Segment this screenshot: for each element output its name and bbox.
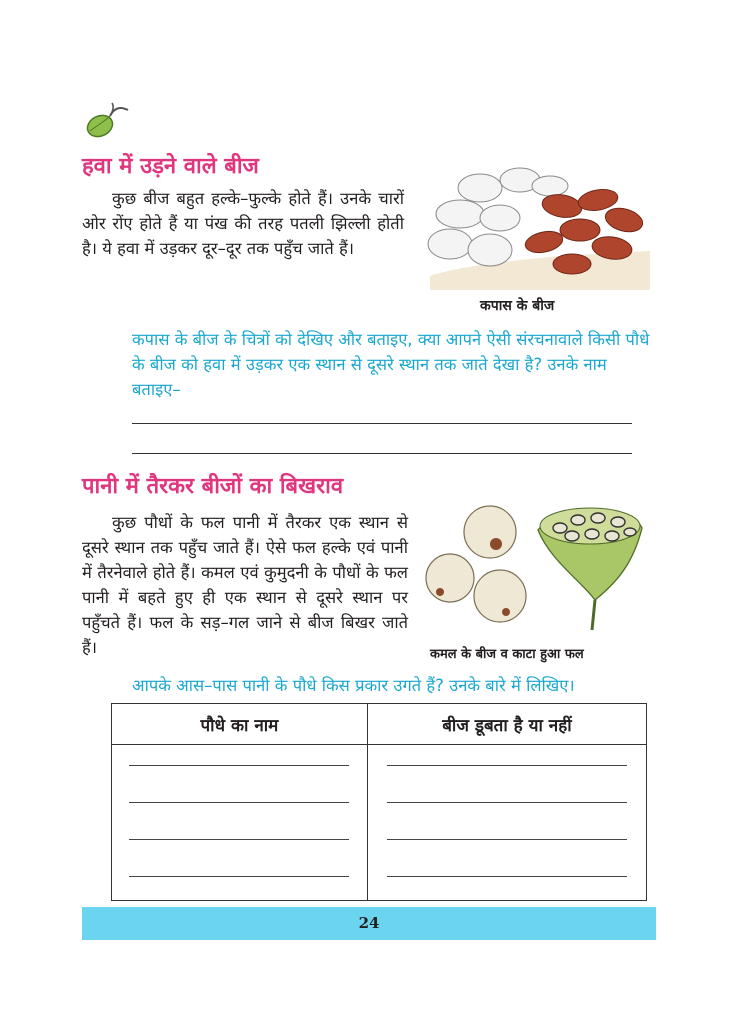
- blank-line: [387, 876, 627, 877]
- cotton-seeds-caption: कपास के बीज: [480, 298, 555, 314]
- blank-line: [129, 876, 349, 877]
- answer-table: [111, 703, 647, 901]
- section1-question: कपास के बीज के चित्रों को देखिए और बताइए, क्या आपने ऐसी संरचनावाले किसी पौधे के बीज को हवा में उड़कर एक स्थान से दूसरे स्थान तक जाते देखा है? उनके नाम बताइए–: [132, 330, 650, 399]
- page-number: 24: [358, 914, 380, 932]
- footer-bar: [82, 907, 656, 940]
- table-header-seed-sinks: बीज डूबता है या नहीं: [367, 704, 646, 745]
- answer-line-1: [132, 423, 632, 424]
- lotus-seeds-image: [420, 500, 652, 632]
- table-cell-seed-sinks[interactable]: [367, 745, 646, 901]
- cotton-seeds-image: [420, 166, 652, 290]
- section1-heading: हवा में उड़ने वाले बीज: [82, 154, 259, 179]
- section1-paragraph: कुछ बीज बहुत हल्के–फुल्के होते हैं। उनके चारों ओर रोंए होते हैं या पंख की तरह पतली झिल्ली होती है। ये हवा में उड़कर दूर–दूर तक पहुँच जाते हैं।: [82, 189, 404, 258]
- table-cell-plant-names[interactable]: [112, 745, 368, 901]
- table-header-plant-name: पौधे का नाम: [112, 704, 368, 745]
- leaf-icon: [84, 100, 132, 142]
- section2-paragraph: कुछ पौधों के फल पानी में तैरकर एक स्थान से दूसरे स्थान तक पहुँच जाते हैं। ऐसे फल हल्के एवं पानी में तैरनेवाले होते हैं। कमल एवं कुमुदनी के पौधों के फल पानी में बहते हुए ही एक स्थान से दूसरे स्थान पर पहुँचते हैं। फल के सड़–गल जाने से बीज बिखर जाते हैं।: [82, 513, 408, 657]
- answer-line-2: [132, 453, 632, 454]
- lotus-seeds-caption: कमल के बीज व काटा हुआ फल: [430, 647, 584, 662]
- section2-heading: पानी में तैरकर बीजों का बिखराव: [82, 474, 344, 499]
- section2-question: आपके आस–पास पानी के पौधे किस प्रकार उगते हैं? उनके बारे में लिखिए।: [132, 676, 575, 695]
